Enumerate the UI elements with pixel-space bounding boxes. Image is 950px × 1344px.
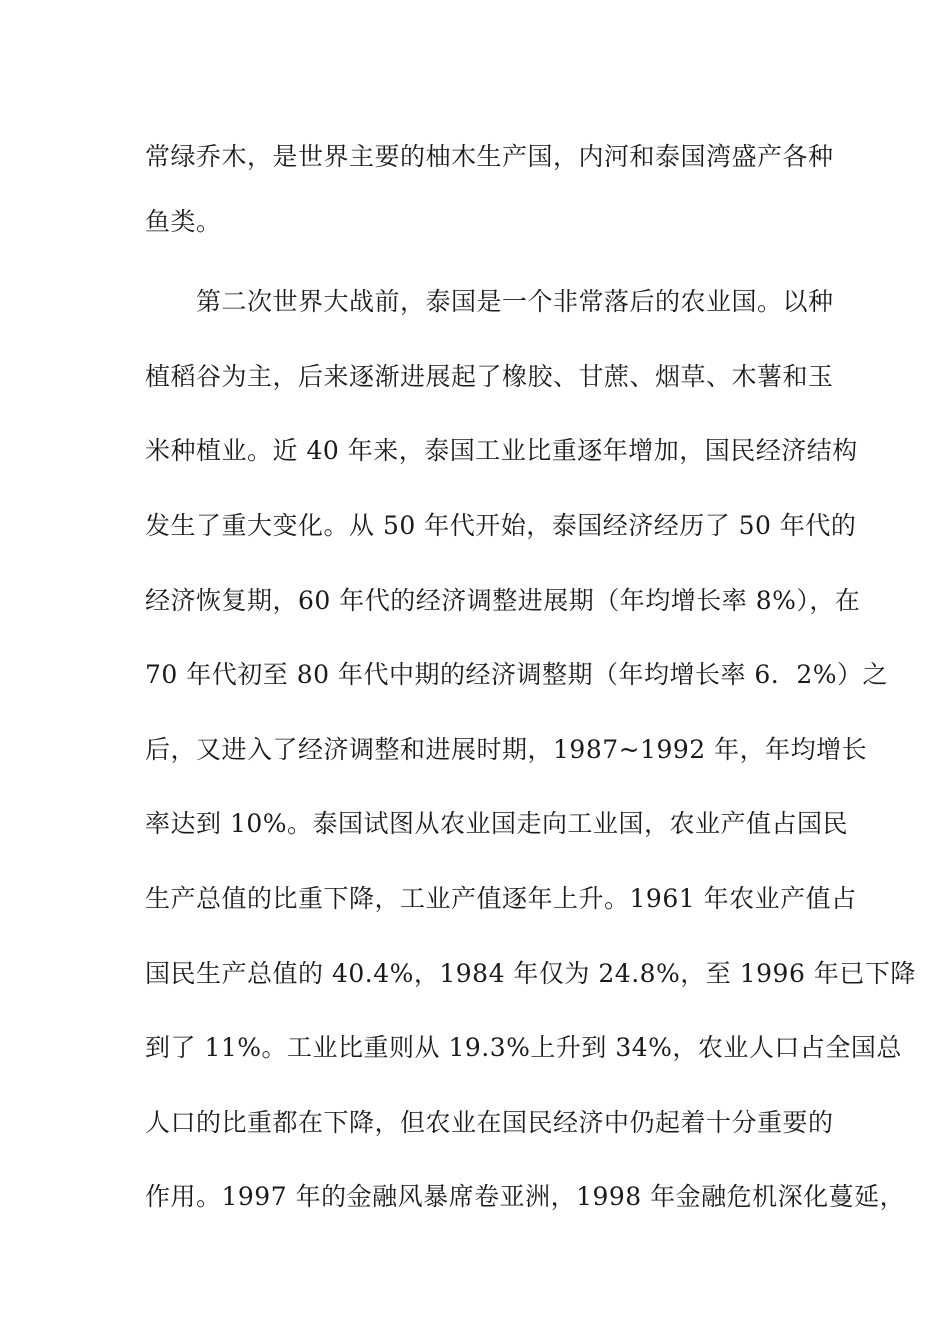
text-line: 经济恢复期，60 年代的经济调整进展期（年均增长率 8%），在: [145, 586, 861, 615]
text-line: 发生了重大变化。从 50 年代开始，泰国经济经历了 50 年代的: [145, 511, 857, 540]
text-line: 到了 11%。工业比重则从 19.3%上升到 34%，农业人口占全国总: [145, 1033, 902, 1062]
text-line: 率达到 10%。泰国试图从农业国走向工业国，农业产值占国民: [145, 809, 849, 838]
text-line: 作用。1997 年的金融风暴席卷亚洲，1998 年金融危机深化蔓延，: [145, 1182, 906, 1211]
text-line: 70 年代初至 80 年代中期的经济调整期（年均增长率 6．2%）之: [145, 660, 888, 689]
text-line: 米种植业。近 40 年来，泰国工业比重逐年增加，国民经济结构: [145, 436, 858, 465]
text-line: 常绿乔木，是世界主要的柚木生产国，内河和泰国湾盛产各种: [145, 142, 834, 171]
text-line: 生产总值的比重下降，工业产值逐年上升。1961 年农业产值占: [145, 884, 857, 913]
text-line: 国民生产总值的 40.4%，1984 年仅为 24.8%，至 1996 年已下降: [145, 959, 916, 988]
text-line: 第二次世界大战前，泰国是一个非常落后的农业国。以种: [145, 287, 834, 316]
text-line: 人口的比重都在下降，但农业在国民经济中仍起着十分重要的: [145, 1108, 834, 1137]
text-line: 鱼类。: [145, 207, 222, 236]
text-line: 植稻谷为主，后来逐渐进展起了橡胶、甘蔗、烟草、木薯和玉: [145, 362, 834, 391]
text-line: 后，又进入了经济调整和进展时期，1987~1992 年，年均增长: [145, 735, 868, 764]
